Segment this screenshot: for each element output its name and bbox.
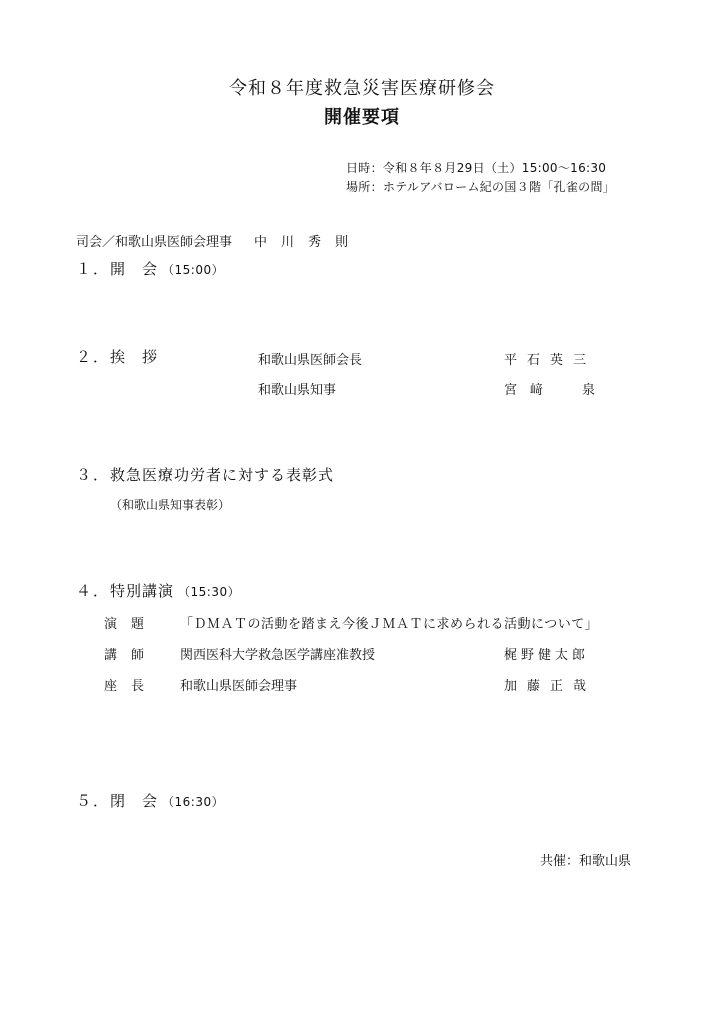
lecturer-name: 梶野健太郎 (504, 648, 590, 663)
section-time: （15:30） (178, 585, 241, 599)
section-title: 救急医療功労者に対する表彰式 (110, 466, 335, 484)
section-time: （15:00） (162, 263, 225, 277)
section-number: ５． (76, 792, 111, 810)
section-time: （16:30） (162, 795, 225, 809)
chair-affiliation: 和歌山県医師会理事 (180, 679, 298, 694)
greeting-org: 和歌山県知事 (258, 383, 337, 398)
host-role: 司会／和歌山県医師会理事 (76, 235, 233, 250)
chair-name: 加藤正哉 (504, 679, 597, 694)
chair-label: 座長 (104, 679, 159, 694)
co-sponsor: 共催：和歌山県 (540, 854, 632, 869)
lecture-topic: 「ＤＭＡＴの活動を踏まえ今後ＪＭＡＴに求められる活動について」 (180, 617, 599, 632)
event-datetime: 日時：令和８年８月29日（土）15:00～16:30 (346, 161, 607, 175)
section-number: ２． (76, 348, 111, 366)
section-greetings (76, 346, 158, 367)
section-lecture (76, 580, 240, 601)
section-opening (76, 258, 224, 279)
section-number: ３． (76, 466, 111, 484)
section-award-note: （和歌山県知事表彰） (110, 498, 231, 512)
greeting-org: 和歌山県医師会長 (258, 353, 363, 368)
section-title: 挨 拶 (110, 348, 159, 366)
lecture-topic-label: 演題 (104, 617, 159, 632)
document-subtitle: 開催要項 (324, 107, 400, 128)
section-title: 特別講演 (110, 582, 175, 600)
lecturer-affiliation: 関西医科大学救急医学講座准教授 (180, 648, 376, 663)
section-title: 開 会 (110, 260, 159, 278)
host-name: 中川秀則 (254, 235, 363, 250)
document-title: 令和８年度救急災害医療研修会 (229, 78, 495, 99)
event-venue: 場所：ホテルアバローム紀の国３階「孔雀の間」 (346, 180, 616, 194)
section-number: １． (76, 260, 111, 278)
lecturer-label: 講師 (104, 648, 159, 663)
host-line (76, 231, 362, 250)
section-closing (76, 790, 224, 811)
section-title: 閉 会 (110, 792, 159, 810)
greeting-name: 宮﨑 泉 (504, 383, 609, 398)
section-number: ４． (76, 582, 111, 600)
section-award (76, 464, 334, 485)
greeting-name: 平石英三 (504, 353, 597, 368)
